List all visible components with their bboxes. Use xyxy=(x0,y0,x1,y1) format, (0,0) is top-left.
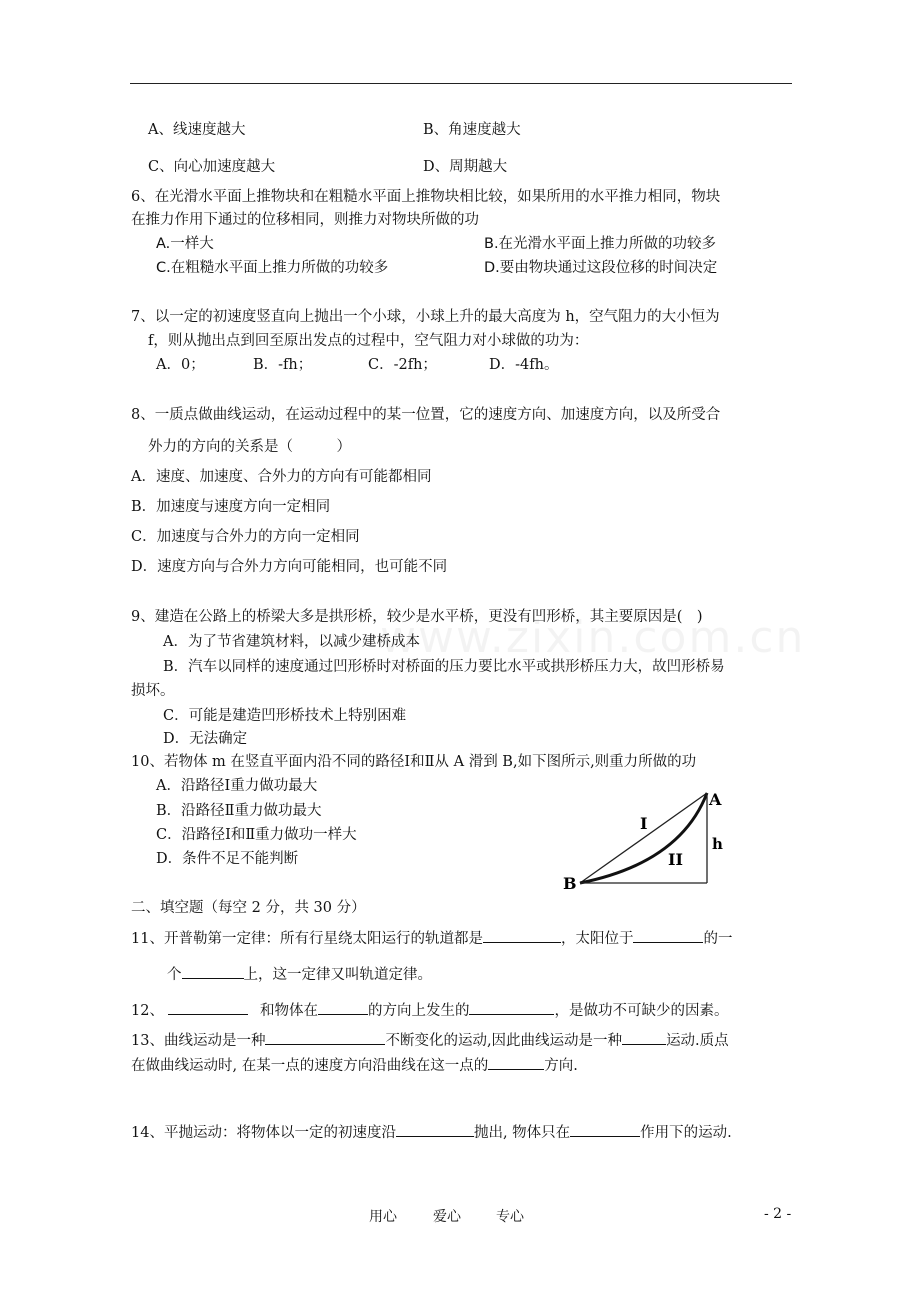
footer-motto-2: 爱心 xyxy=(433,1209,461,1225)
q7-option-b: B．-fh； xyxy=(253,357,313,373)
q14-blank-1[interactable] xyxy=(396,1122,474,1137)
section-title: 二、填空题（每空 2 分，共 30 分） xyxy=(131,900,366,916)
q6-stem-line1: 6、在光滑水平面上推物块和在粗糙水平面上推物块相比较，如果所用的水平推力相同，物块 xyxy=(131,189,721,205)
q5-option-d: D、周期越大 xyxy=(423,159,508,175)
q14-line xyxy=(131,1122,732,1143)
q11-blank-1[interactable] xyxy=(483,928,561,943)
q12-text-1: 12、 xyxy=(131,1003,164,1019)
q9-option-c: C．可能是建造凹形桥技术上特别困难 xyxy=(163,708,407,724)
q13-line1 xyxy=(131,1030,729,1051)
q11-line1 xyxy=(131,928,732,949)
q8-stem-line1: 8、一质点做曲线运动，在运动过程中的某一位置，它的速度方向、加速度方向，以及所受合 xyxy=(131,407,721,423)
path-1-line xyxy=(580,793,707,883)
path-2-label: II xyxy=(668,850,683,869)
q6-option-a: A.一样大 xyxy=(156,236,214,252)
q8-option-b: B．加速度与速度方向一定相同 xyxy=(131,499,331,515)
q6-option-b: B.在光滑水平面上推力所做的功较多 xyxy=(484,236,717,252)
q9-option-d: D．无法确定 xyxy=(163,731,248,747)
q9-stem: 9、建造在公路上的桥梁大多是拱形桥，较少是水平桥，更没有凹形桥，其主要原因是( ) xyxy=(131,609,703,625)
q11-text-3: 的一 xyxy=(703,931,733,947)
q8-option-d: D．速度方向与合外力方向可能相同，也可能不同 xyxy=(131,559,448,575)
footer-motto-1: 用心 xyxy=(369,1209,397,1225)
q10-option-a: A．沿路径Ⅰ重力做功最大 xyxy=(156,778,318,794)
q11-text-2: ，太阳位于 xyxy=(560,931,634,947)
q7-option-a: A．0； xyxy=(156,357,205,373)
point-a-label: A xyxy=(709,790,722,809)
q14-text-3: 作用下的运动. xyxy=(640,1125,732,1141)
q13-text-4: 在做曲线运动时, 在某一点的速度方向沿曲线在这一点的 xyxy=(131,1058,489,1074)
q13-text-3: 运动.质点 xyxy=(666,1033,729,1049)
q14-text-2: 抛出, 物体只在 xyxy=(473,1125,571,1141)
q13-blank-3[interactable] xyxy=(488,1055,544,1070)
q13-blank-2[interactable] xyxy=(622,1030,666,1045)
q7-stem-line2: f，则从抛出点到回至原出发点的过程中，空气阻力对小球做的功为： xyxy=(148,333,589,349)
q12-blank-3[interactable] xyxy=(469,1000,554,1015)
q13-blank-1[interactable] xyxy=(265,1030,385,1045)
q13-text-2: 不断变化的运动,因此曲线运动是一种 xyxy=(385,1033,623,1049)
page-number: - 2 - xyxy=(764,1206,792,1222)
q7-stem-line1: 7、以一定的初速度竖直向上抛出一个小球，小球上升的最大高度为 h，空气阻力的大小恒为 xyxy=(131,309,720,325)
q8-option-a: A．速度、加速度、合外力的方向有可能都相同 xyxy=(131,469,432,485)
q13-text-5: 方向. xyxy=(544,1058,578,1074)
q12-blank-2[interactable] xyxy=(318,1000,368,1015)
q10-stem: 10、若物体 m 在竖直平面内沿不同的路径Ⅰ和Ⅱ从 A 滑到 B,如下图所示,则重力所做的功 xyxy=(131,754,697,770)
q6-stem-line2: 在推力作用下通过的位移相同，则推力对物块所做的功 xyxy=(131,212,479,228)
q12-text-4: ，是做功不可缺少的因素。 xyxy=(554,1003,729,1019)
q12-blank-1[interactable] xyxy=(168,1000,248,1015)
q9-option-b-line1: B．汽车以同样的速度通过凹形桥时对桥面的压力要比水平或拱形桥压力大，故凹形桥易 xyxy=(163,659,725,675)
q11-blank-2[interactable] xyxy=(633,928,703,943)
q14-blank-2[interactable] xyxy=(570,1122,640,1137)
q7-option-c: C．-2fh； xyxy=(368,357,437,373)
q11-text-1: 11、开普勒第一定律：所有行星绕太阳运行的轨道都是 xyxy=(131,931,483,947)
q11-text-4: 个 xyxy=(167,967,182,983)
q6-option-c: C.在粗糙水平面上推力所做的功较多 xyxy=(156,260,389,276)
point-b-label: B xyxy=(563,874,577,893)
q10-option-d: D．条件不足不能判断 xyxy=(156,851,299,867)
q10-option-b: B．沿路径Ⅱ重力做功最大 xyxy=(156,803,322,819)
q11-line2 xyxy=(167,964,432,985)
q9-option-a: A．为了节省建筑材料，以减少建桥成本 xyxy=(163,634,420,650)
q6-option-d: D.要由物块通过这段位移的时间决定 xyxy=(484,260,718,276)
path-1-label: I xyxy=(640,814,648,833)
header-rule xyxy=(130,83,792,84)
q10-path-diagram xyxy=(560,783,760,895)
q13-text-1: 13、曲线运动是一种 xyxy=(131,1033,266,1049)
q5-option-b: B、角速度越大 xyxy=(423,122,521,138)
q8-stem-line2: 外力的方向的关系是（ ） xyxy=(148,439,351,455)
q12-text-2: 和物体在 xyxy=(259,1003,318,1019)
q9-option-b-line2: 损坏。 xyxy=(131,683,175,699)
footer-motto-3: 专心 xyxy=(496,1209,524,1225)
q10-option-c: C．沿路径Ⅰ和Ⅱ重力做功一样大 xyxy=(156,827,357,843)
q5-option-c: C、向心加速度越大 xyxy=(148,159,276,175)
q12-line xyxy=(131,1000,728,1021)
q8-option-c: C．加速度与合外力的方向一定相同 xyxy=(131,529,360,545)
q14-text-1: 14、平抛运动：将物体以一定的初速度沿 xyxy=(131,1125,396,1141)
q5-option-a: A、线速度越大 xyxy=(148,122,246,138)
q11-text-5: 上，这一定律又叫轨道定律。 xyxy=(243,967,432,983)
q13-line2 xyxy=(131,1055,578,1076)
height-label: h xyxy=(712,835,723,853)
q7-option-d: D．-4fh。 xyxy=(489,357,559,373)
q11-blank-3[interactable] xyxy=(182,964,244,979)
q12-text-3: 的方向上发生的 xyxy=(367,1003,470,1019)
